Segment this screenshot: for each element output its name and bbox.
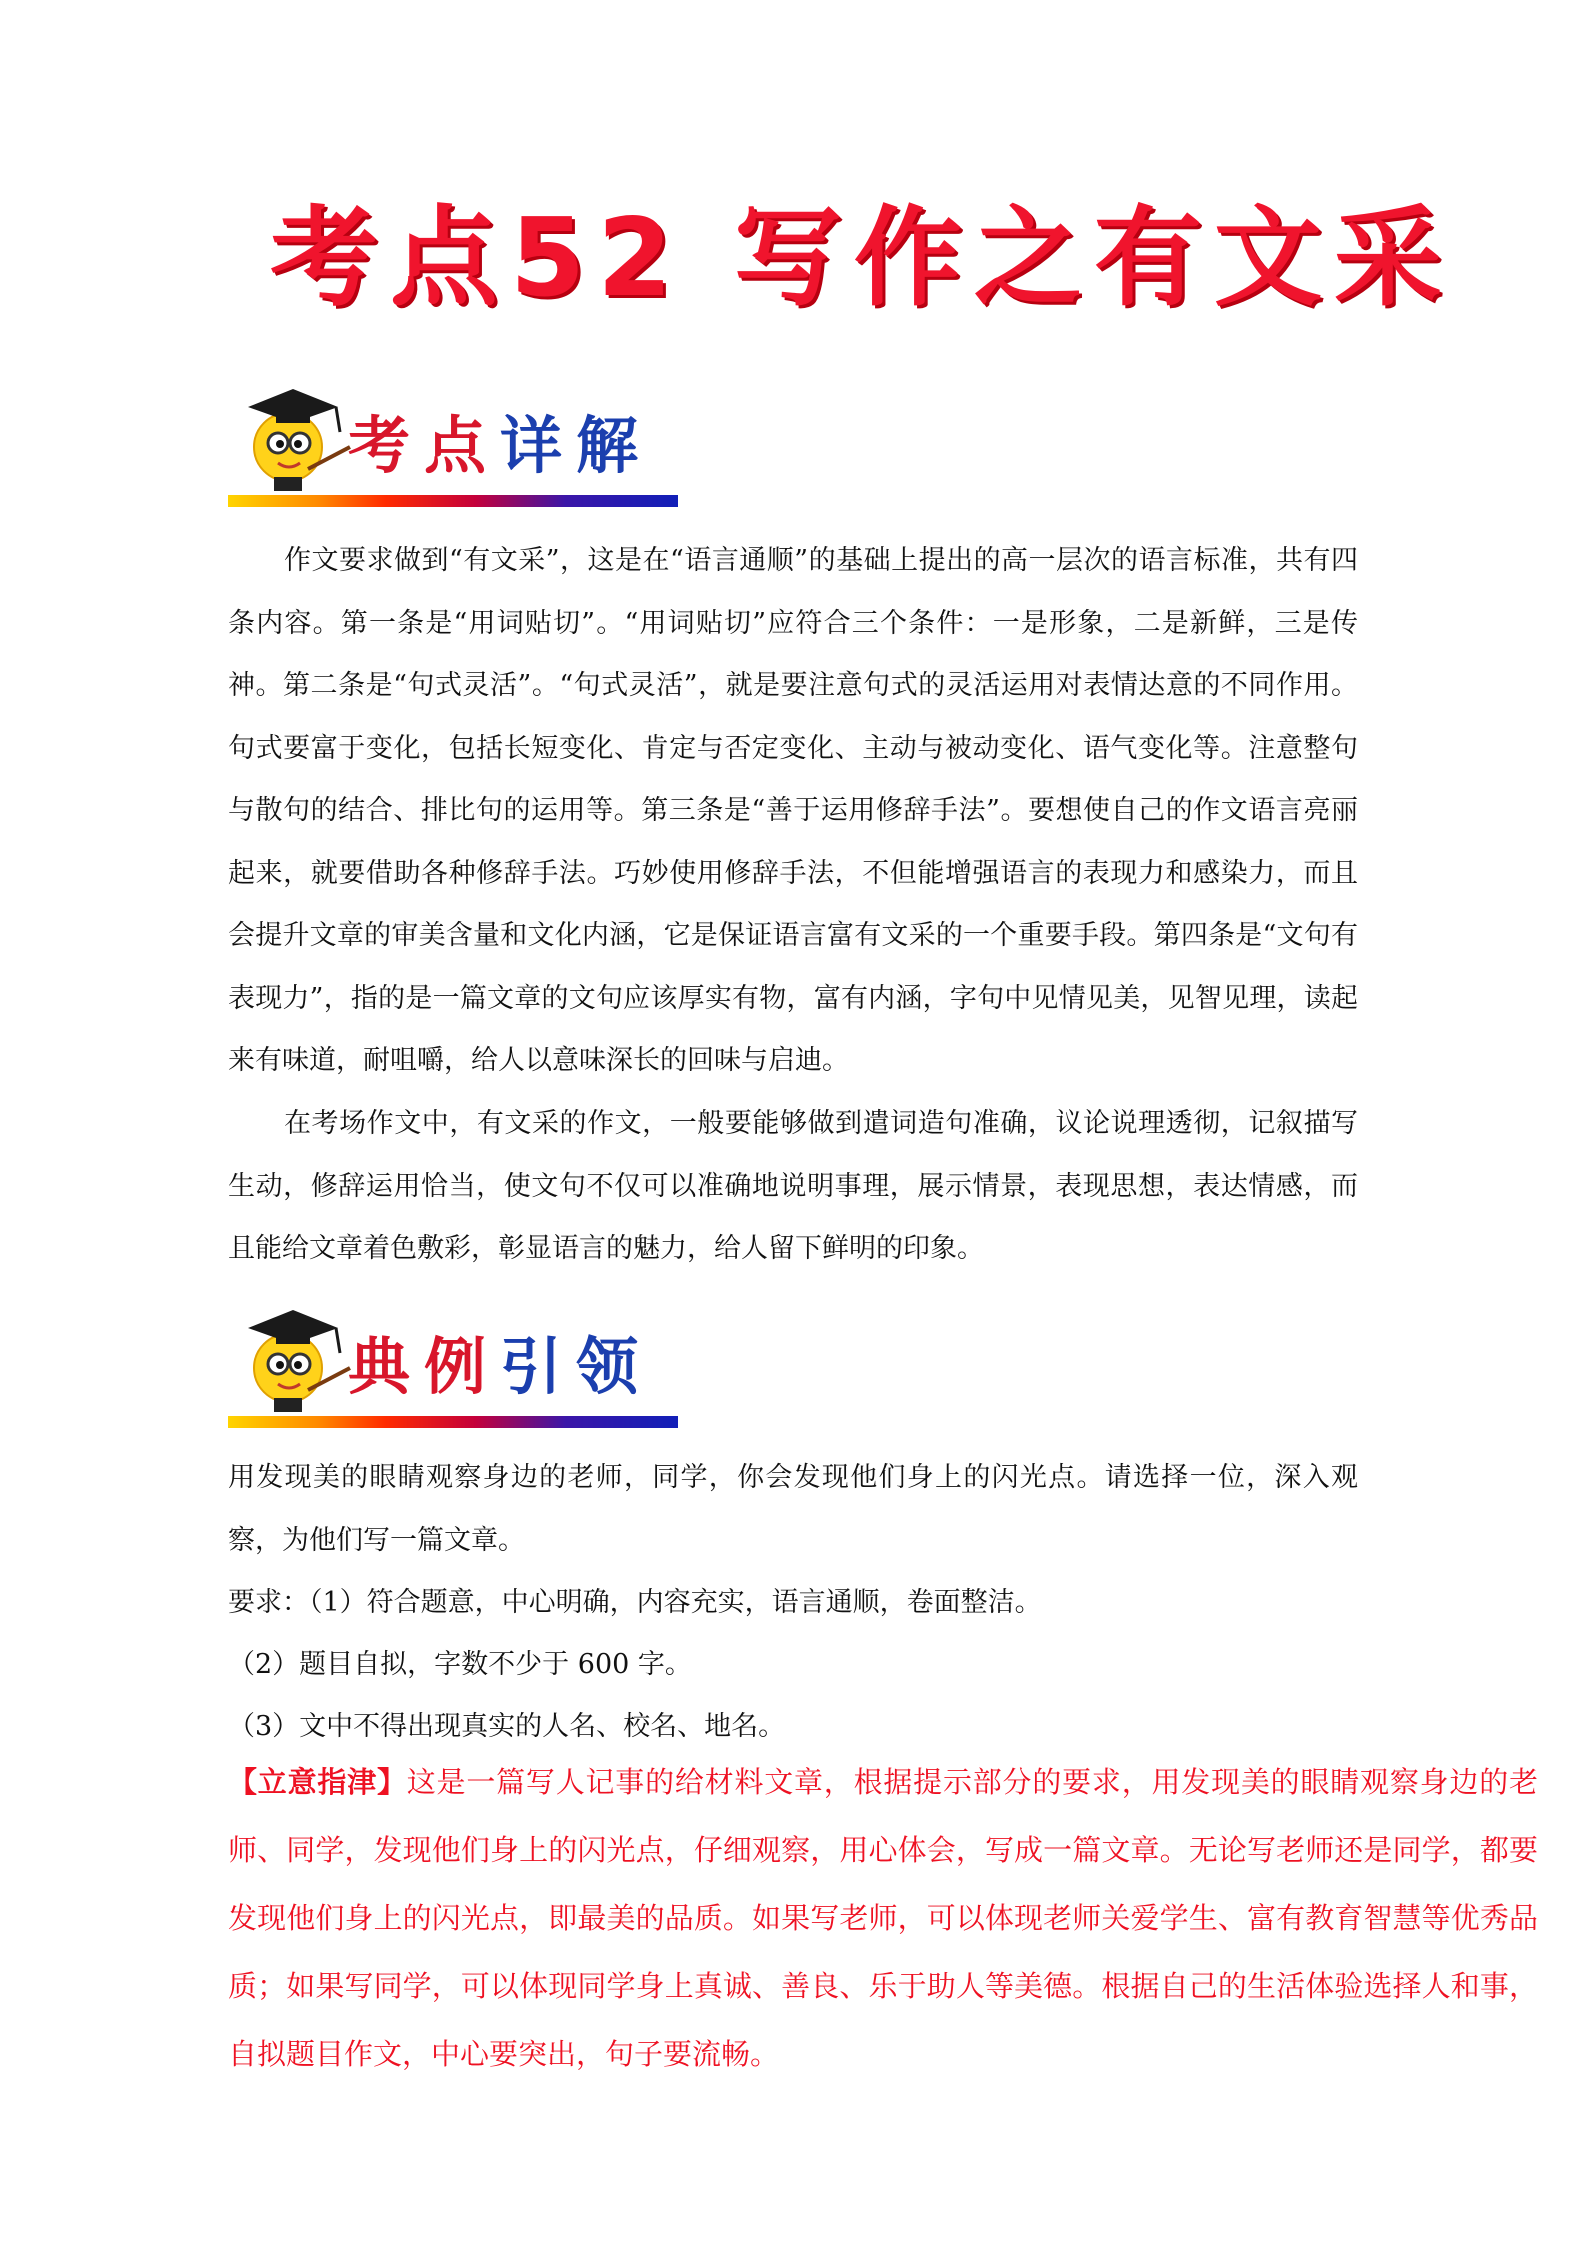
guide-text: 这是一篇写人记事的给材料文章，根据提示部分的要求，用发现美的眼睛观察身边的老师、同学，发现他们身上的闪光点，仔细观察，用心体会，写成一篇文章。无论写老师还是同学，都要发现他们身上的闪光点，即最美的品质。如果写老师，可以体现老师关爱学生、富有教育智慧等优秀品质；如果写同学，可以体现同学身上真诚、善良、乐于助人等美德。根据自己的生活体验选择人和事，自拟题目作文，中心要突出，句子要流畅。 [228,1765,1538,2071]
section-title-blue: 引领 [500,1330,653,1403]
guide-tag: 【立意指津】 [228,1765,407,1799]
section-title-red: 考点 [348,409,501,482]
detail-paragraph: 在考场作文中，有文采的作文，一般要能够做到遣词造句准确，议论说理透彻，记叙描写生动，修辞运用恰当，使文句不仅可以准确地说明事理，展示情景，表现思想，表达情感，而且能给文章着色敷彩，彰显语言的魅力，给人留下鲜明的印象。 [228,1108,1358,1264]
section-header-detail [228,377,678,507]
section-title-blue: 详解 [500,409,653,482]
section-header-example [228,1298,678,1428]
guide-paragraph [228,1748,1538,2088]
section-title-example [348,1330,653,1403]
gradient-divider [228,1416,678,1428]
graduate-mascot-icon [238,1298,358,1418]
gradient-divider [228,495,678,507]
graduate-mascot-icon [238,377,358,497]
requirement-line: 要求：（1）符合题意，中心明确，内容充实，语言通顺，卷面整洁。 [228,1587,1042,1618]
example-prompt: 用发现美的眼睛观察身边的老师，同学，你会发现他们身上的闪光点。请选择一位，深入观察，为他们写一篇文章。 [228,1462,1358,1556]
detail-paragraph: 作文要求做到“有文采”，这是在“语言通顺”的基础上提出的高一层次的语言标准，共有四条内容。第一条是“用词贴切”。“用词贴切”应符合三个条件：一是形象，二是新鲜，三是传神。第二条是“句式灵活”。“句式灵活”，就是要注意句式的灵活运用对表情达意的不同作用。句式要富于变化，包括长短变化、肯定与否定变化、主动与被动变化、语气变化等。注意整句与散句的结合、排比句的运用等。第三条是“善于运用修辞手法”。要想使自己的作文语言亮丽起来，就要借助各种修辞手法。巧妙使用修辞手法，不但能增强语言的表现力和感染力，而且会提升文章的审美含量和文化内涵，它是保证语言富有文采的一个重要手段。第四条是“文句有表现力”，指的是一篇文章的文句应该厚实有物，富有内涵，字句中见情见美，见智见理，读起来有味道，耐咀嚼，给人以意味深长的回味与启迪。 [228,545,1358,1076]
section-title-red: 典例 [348,1330,501,1403]
page-title: 考点52 写作之有文采 [270,196,1454,321]
section-title-detail [348,409,653,482]
requirement-line: （3）文中不得出现真实的人名、校名、地名。 [228,1711,786,1742]
requirement-line: （2）题目自拟，字数不少于 600 字。 [228,1649,692,1680]
